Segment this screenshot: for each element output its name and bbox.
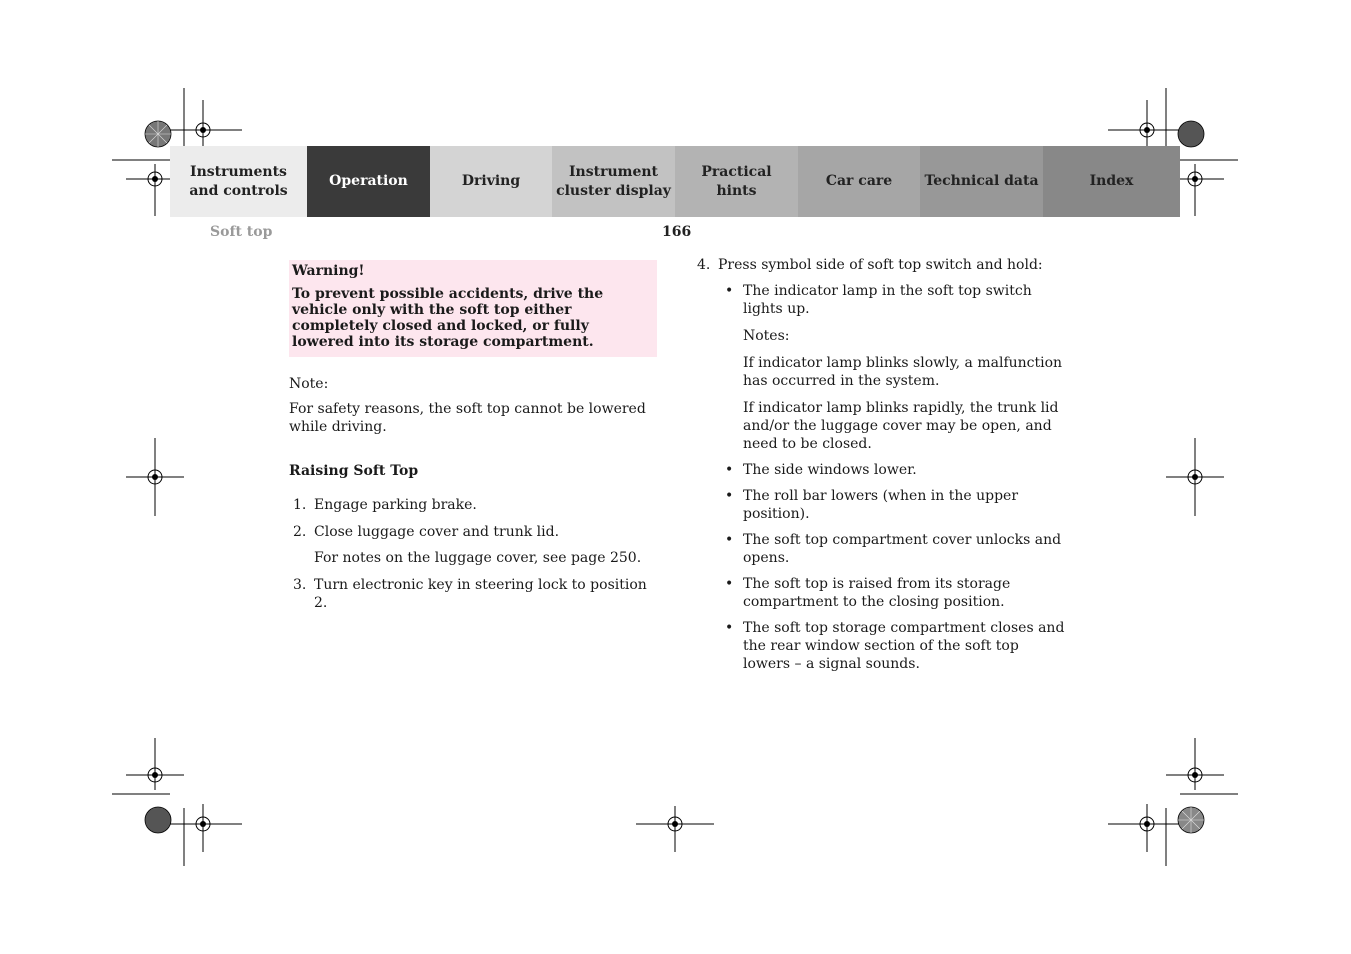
- list-item: [724, 619, 1067, 673]
- section-title: Soft top: [210, 224, 273, 240]
- list-item: [724, 282, 1067, 453]
- tab-car-care[interactable]: Car care: [798, 146, 920, 217]
- bullet: •: [725, 620, 734, 636]
- step-text: Close luggage cover and trunk lid.: [314, 524, 560, 540]
- bullet: •: [725, 532, 734, 548]
- list-item: [289, 576, 657, 612]
- note-text: For safety reasons, the soft top cannot be lowered while driving.: [289, 401, 646, 435]
- note-label: Note:: [289, 376, 329, 392]
- left-column: [289, 260, 657, 621]
- list-item: [289, 496, 657, 514]
- step-text: Engage parking brake.: [314, 497, 477, 513]
- raising-soft-top-heading: Raising Soft Top: [289, 463, 419, 479]
- bullet-text: The indicator lamp in the soft top switch lights up.: [743, 283, 1032, 317]
- tab-operation[interactable]: Operation: [307, 146, 430, 217]
- tab-instrument-cluster-display[interactable]: Instrument cluster display: [552, 146, 675, 217]
- step-number: 2.: [293, 524, 307, 540]
- note-rapid-blink: If indicator lamp blinks rapidly, the trunk lid and/or the luggage cover may be open, and need to be closed.: [743, 400, 1059, 452]
- step-number: 3.: [293, 577, 307, 593]
- step-number: 1.: [293, 497, 307, 513]
- tab-practical-hints[interactable]: Practical hints: [675, 146, 798, 217]
- bullet: •: [725, 462, 734, 478]
- right-column: [697, 256, 1067, 681]
- list-item: [724, 487, 1067, 523]
- step-text: Press symbol side of soft top switch and hold:: [718, 257, 1043, 273]
- list-item: [724, 531, 1067, 567]
- bullet: •: [725, 283, 734, 299]
- bullet-text: The soft top storage compartment closes and the rear window section of the soft top lowers – a signal sounds.: [743, 620, 1065, 672]
- bullet-text: The roll bar lowers (when in the upper position).: [743, 488, 1019, 522]
- page-number: 166: [662, 224, 692, 240]
- notes-label: Notes:: [743, 328, 790, 344]
- step-number: 4.: [697, 257, 711, 273]
- tab-instruments-and-controls[interactable]: Instruments and controls: [170, 146, 307, 217]
- bullet: •: [725, 488, 734, 504]
- list-item: [289, 523, 657, 567]
- note-slow-blink: If indicator lamp blinks slowly, a malfunction has occurred in the system.: [743, 355, 1063, 389]
- warning-box: [289, 260, 657, 357]
- warning-title: Warning!: [292, 263, 365, 279]
- list-item: [724, 575, 1067, 611]
- warning-body: To prevent possible accidents, drive the vehicle only with the soft top either completely closed and locked, or fully lowered into its storage compartment.: [292, 286, 604, 350]
- result-bullet-list: [724, 282, 1067, 673]
- bullet-text: The soft top is raised from its storage compartment to the closing position.: [743, 576, 1011, 610]
- step-note: For notes on the luggage cover, see page 250.: [314, 550, 642, 566]
- bullet-text: The side windows lower.: [743, 462, 917, 478]
- tab-index[interactable]: Index: [1043, 146, 1180, 217]
- tab-driving[interactable]: Driving: [430, 146, 552, 217]
- bullet: •: [725, 576, 734, 592]
- list-item: [724, 461, 1067, 479]
- tab-technical-data[interactable]: Technical data: [920, 146, 1043, 217]
- bullet-text: The soft top compartment cover unlocks and opens.: [743, 532, 1062, 566]
- section-tab-bar: [170, 146, 1180, 217]
- step-4: [697, 256, 1067, 274]
- steps-list: [289, 496, 657, 612]
- step-text: Turn electronic key in steering lock to position 2.: [314, 577, 647, 611]
